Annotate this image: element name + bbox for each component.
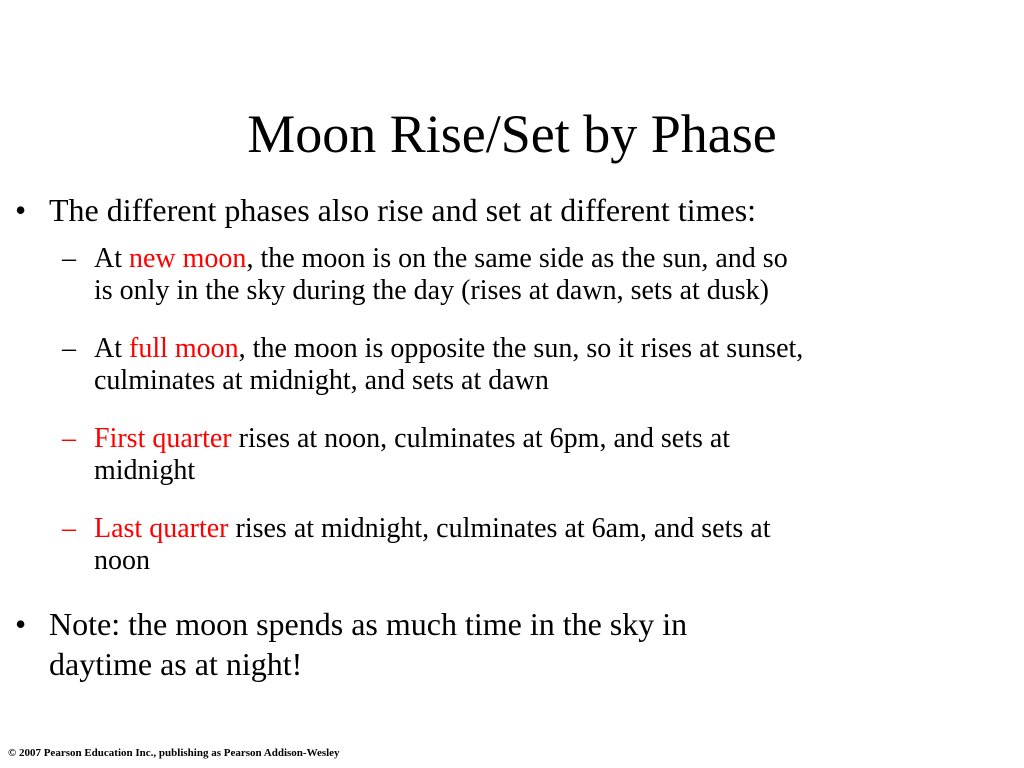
bullet-marker: • bbox=[15, 606, 27, 642]
slide-title: Moon Rise/Set by Phase bbox=[247, 104, 777, 164]
sub-bullet-text-continued: is only in the sky during the day (rises at dawn, sets at dusk) bbox=[94, 275, 770, 306]
sub-bullet-full-moon bbox=[62, 333, 964, 397]
term-new-moon: new moon bbox=[129, 243, 247, 274]
sub-bullet-text: rises at midnight, culminates at 6am, and sets at bbox=[228, 513, 771, 544]
bullet-text: Note: the moon spends as much time in the sky in bbox=[49, 606, 688, 642]
sub-bullet-text: , the moon is on the same side as the sun, and so bbox=[246, 243, 788, 274]
dash-marker: – bbox=[62, 333, 76, 364]
bullet-marker: • bbox=[15, 192, 27, 228]
term-last-quarter: Last quarter bbox=[94, 513, 229, 544]
bullet-text-continued: daytime as at night! bbox=[49, 646, 303, 682]
sub-bullet-last-quarter bbox=[62, 513, 964, 577]
sub-bullet-text-continued: noon bbox=[94, 545, 150, 576]
sub-bullet-new-moon bbox=[62, 243, 964, 307]
dash-marker: – bbox=[62, 243, 76, 274]
sub-bullet-prefix: At bbox=[94, 243, 129, 274]
bullet-text: The different phases also rise and set at different times: bbox=[49, 192, 757, 228]
copyright-footer: © 2007 Pearson Education Inc., publishing as Pearson Addison-Wesley bbox=[8, 747, 340, 759]
term-full-moon: full moon bbox=[129, 333, 239, 364]
sub-bullet-prefix: At bbox=[94, 333, 129, 364]
sub-bullet-text: , the moon is opposite the sun, so it rises at sunset, bbox=[238, 333, 804, 364]
term-first-quarter: First quarter bbox=[94, 423, 232, 454]
sub-bullet-first-quarter bbox=[62, 423, 964, 487]
dash-marker: – bbox=[62, 423, 76, 454]
bullet-note bbox=[15, 604, 949, 684]
sub-bullet-text: rises at noon, culminates at 6pm, and sets at bbox=[231, 423, 731, 454]
sub-bullet-text-continued: culminates at midnight, and sets at dawn bbox=[94, 365, 549, 396]
bullet-phases-intro bbox=[15, 190, 949, 230]
sub-bullet-text-continued: midnight bbox=[94, 455, 196, 486]
dash-marker: – bbox=[62, 513, 76, 544]
